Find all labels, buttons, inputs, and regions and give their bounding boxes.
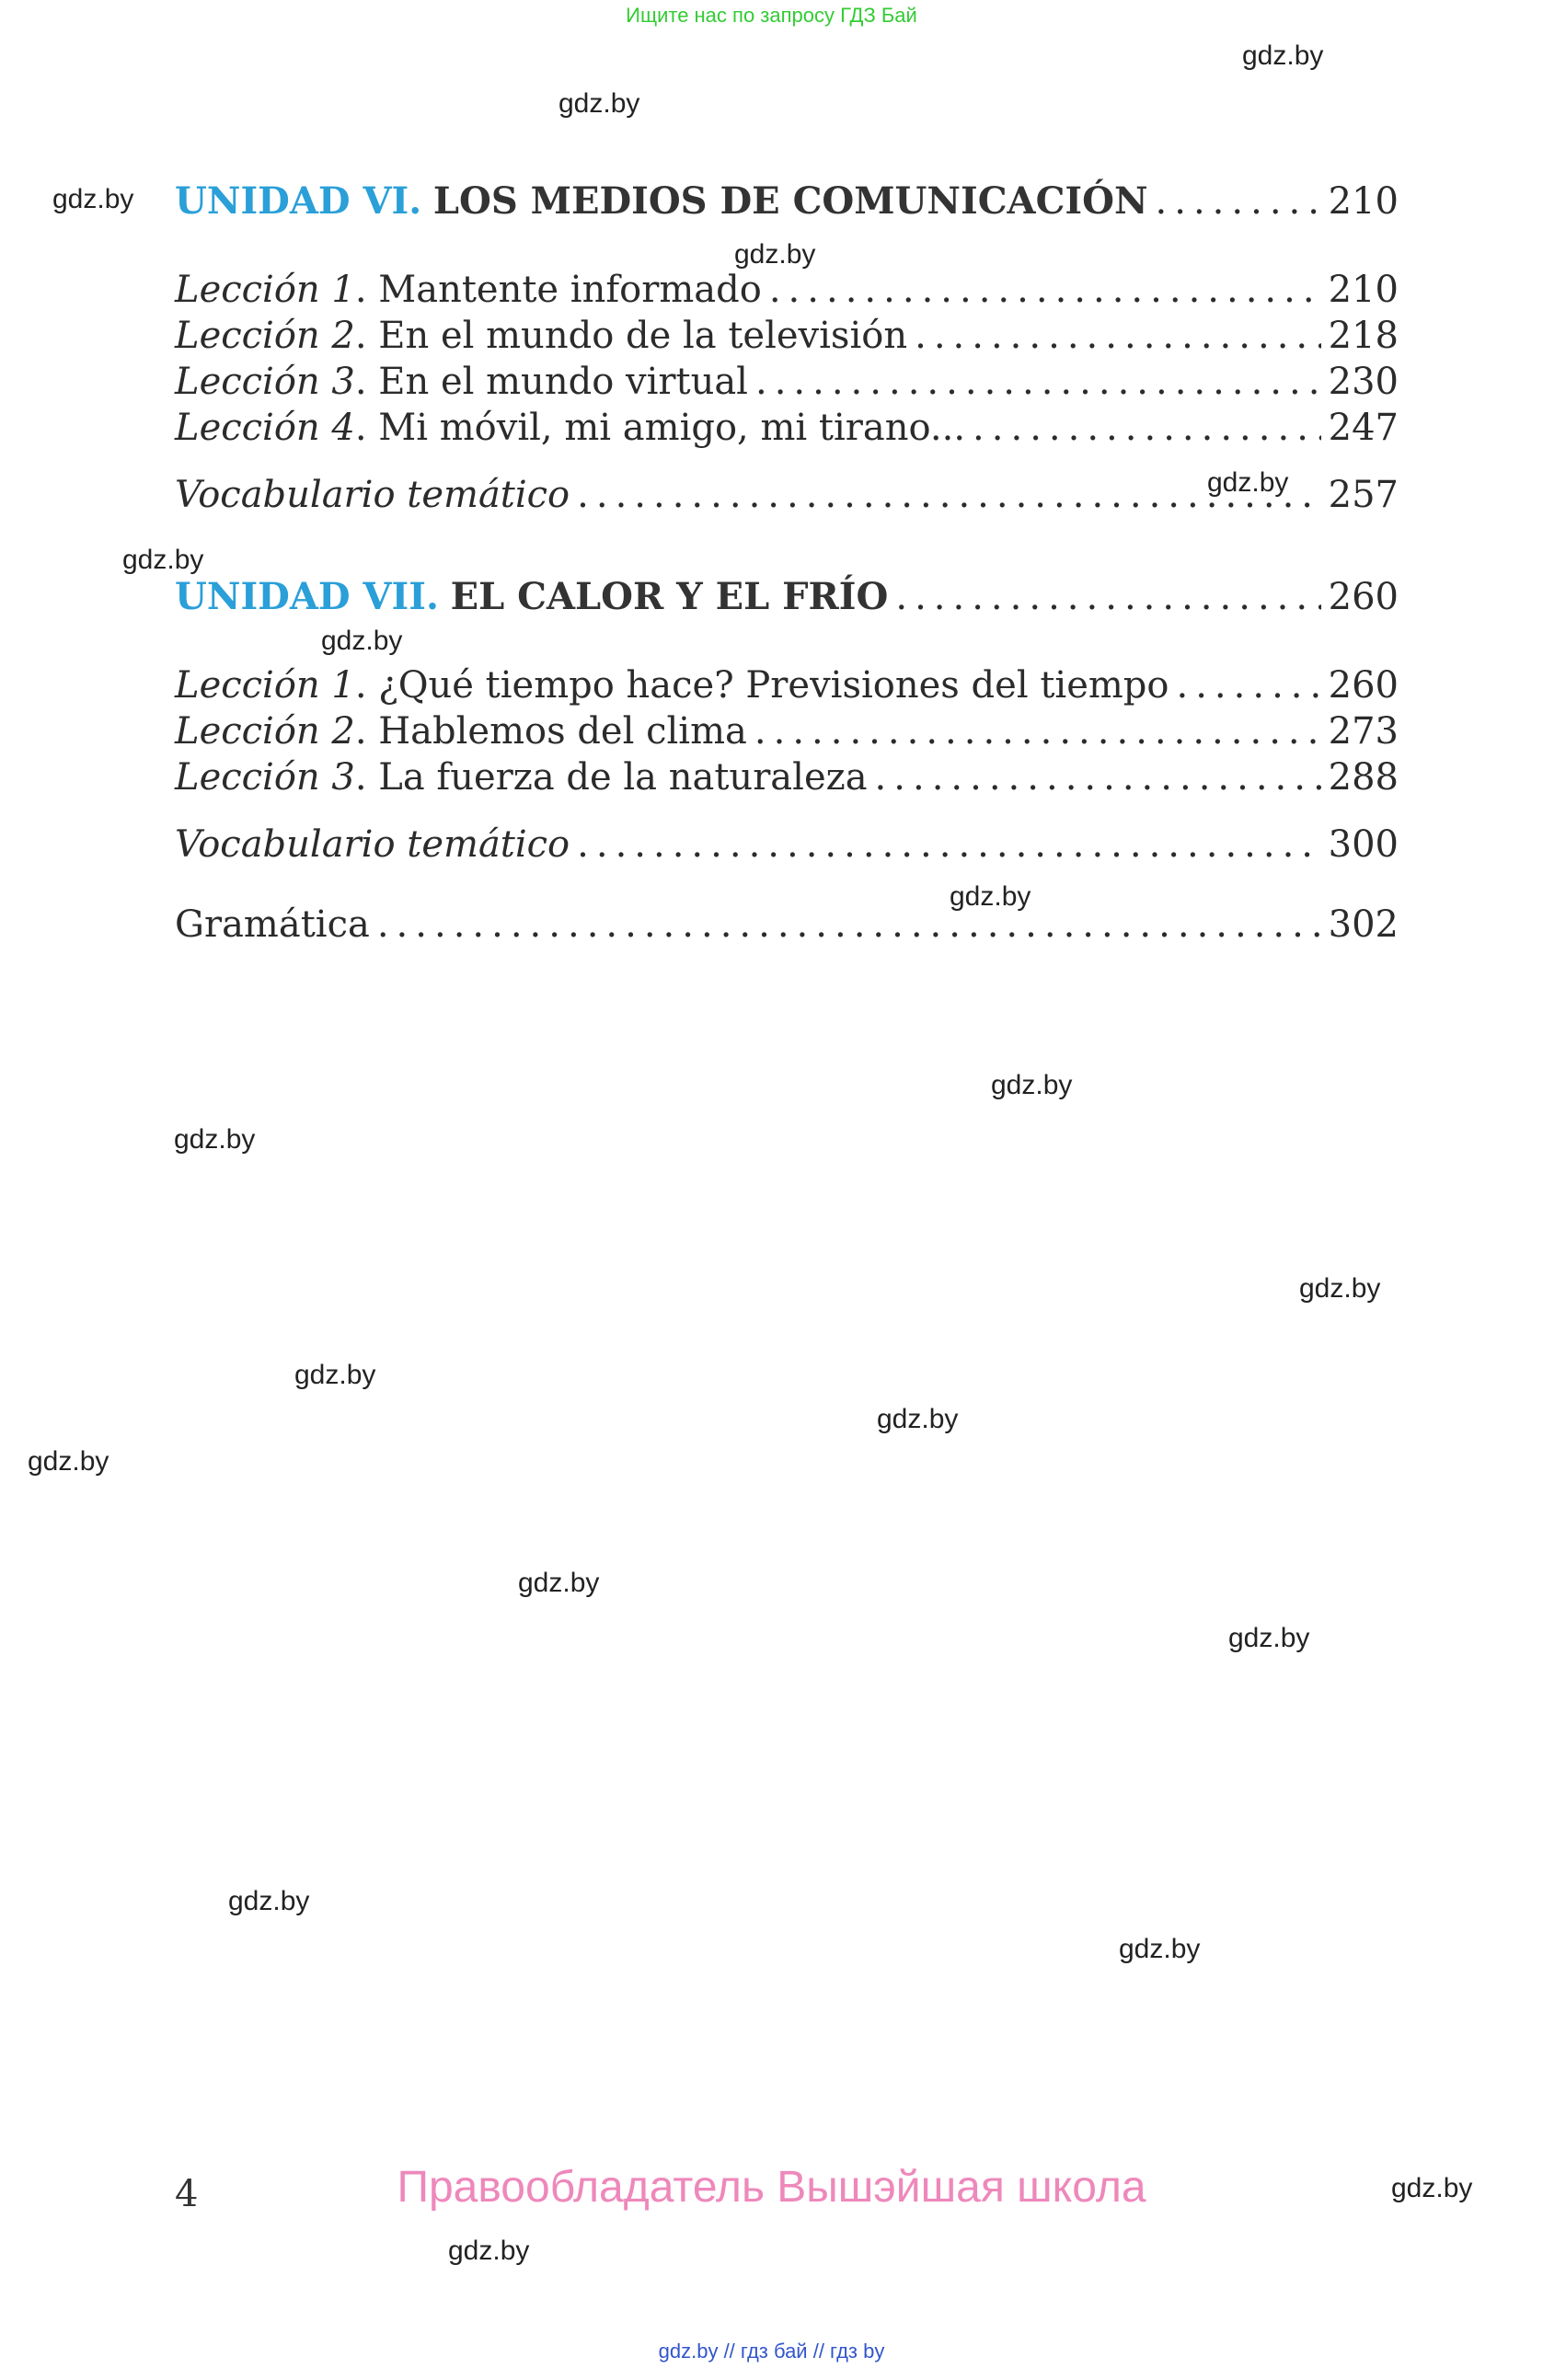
page-ref: 288 — [1328, 756, 1399, 799]
watermark: gdz.by — [558, 88, 640, 119]
page-ref: 210 — [1328, 269, 1399, 311]
watermark: gdz.by — [448, 2236, 530, 2266]
lesson-title: . Mi móvil, mi amigo, mi tirano... — [354, 407, 966, 449]
toc-grammar[interactable] — [175, 903, 1399, 949]
lesson-label: Lección 2 — [175, 315, 355, 357]
footer-links[interactable]: gdz.by // гдз бай // гдз by — [658, 2340, 885, 2363]
vocab-label: Vocabulario temático — [175, 823, 570, 866]
copyright-notice: Правообладатель Вышэйшая школа — [397, 2163, 1146, 2212]
watermark: gdz.by — [321, 626, 403, 656]
page-ref: 260 — [1328, 664, 1399, 707]
page-number: 4 — [175, 2173, 199, 2215]
page-ref: 260 — [1328, 576, 1399, 618]
leader-dots — [1177, 664, 1321, 707]
page-ref: 210 — [1328, 180, 1399, 223]
watermark: gdz.by — [294, 1360, 376, 1390]
lesson-title: . ¿Qué tiempo hace? Previsiones del tiempo — [354, 664, 1169, 707]
leader-dots — [769, 269, 1321, 311]
page-ref: 247 — [1328, 407, 1399, 449]
toc-vocab[interactable] — [175, 474, 1399, 520]
toc-vocab[interactable] — [175, 823, 1399, 869]
lesson-title: . Mantente informado — [354, 269, 762, 311]
watermark: gdz.by — [518, 1568, 600, 1598]
watermark: gdz.by — [1119, 1934, 1201, 1964]
watermark: gdz.by — [228, 1886, 310, 1916]
page-ref: 257 — [1328, 474, 1399, 516]
lesson-label: Lección 3 — [175, 361, 355, 403]
unit-label: UNIDAD VII. — [175, 575, 439, 618]
toc-lesson[interactable] — [175, 407, 1399, 453]
leader-dots — [1156, 180, 1321, 223]
watermark: gdz.by — [1391, 2173, 1473, 2203]
watermark: gdz.by — [52, 184, 134, 214]
page-ref: 273 — [1328, 710, 1399, 753]
toc-lesson[interactable] — [175, 361, 1399, 407]
grammar-label: Gramática — [175, 903, 370, 946]
watermark: gdz.by — [950, 881, 1031, 912]
watermark: gdz.by — [1299, 1273, 1381, 1304]
unit-label: UNIDAD VI. — [175, 179, 422, 223]
toc-lesson[interactable] — [175, 756, 1399, 802]
vocab-label: Vocabulario temático — [175, 474, 570, 516]
leader-dots — [915, 315, 1321, 357]
toc-lesson[interactable] — [175, 269, 1399, 315]
top-banner: Ищите нас по запросу ГДЗ Бай — [626, 4, 917, 27]
leader-dots — [577, 823, 1321, 866]
lesson-label: Lección 1 — [175, 664, 355, 707]
lesson-label: Lección 4 — [175, 407, 355, 449]
page-ref: 230 — [1328, 361, 1399, 403]
unit-title: EL CALOR Y EL FRÍO — [450, 575, 889, 618]
lesson-label: Lección 1 — [175, 269, 355, 311]
leader-dots — [377, 903, 1321, 946]
leader-dots — [973, 407, 1321, 449]
lesson-title: . En el mundo virtual — [354, 361, 748, 403]
watermark: gdz.by — [877, 1404, 959, 1434]
lesson-title: . En el mundo de la televisión — [354, 315, 908, 357]
toc-lesson[interactable] — [175, 664, 1399, 710]
watermark: gdz.by — [734, 239, 816, 270]
lesson-label: Lección 2 — [175, 710, 355, 753]
leader-dots — [875, 756, 1321, 799]
page-ref: 300 — [1328, 823, 1399, 866]
toc-lesson[interactable] — [175, 710, 1399, 756]
leader-dots — [754, 710, 1321, 753]
lesson-title: . La fuerza de la naturaleza — [354, 756, 868, 799]
unit-title: LOS MEDIOS DE COMUNICACIÓN — [432, 179, 1148, 223]
watermark: gdz.by — [1228, 1623, 1310, 1653]
watermark: gdz.by — [122, 545, 204, 575]
toc-lesson[interactable] — [175, 315, 1399, 361]
page-ref: 218 — [1328, 315, 1399, 357]
watermark: gdz.by — [1242, 40, 1324, 71]
leader-dots — [755, 361, 1321, 403]
watermark: gdz.by — [1207, 467, 1289, 498]
lesson-title: . Hablemos del clima — [354, 710, 747, 753]
lesson-label: Lección 3 — [175, 756, 355, 799]
watermark: gdz.by — [28, 1446, 109, 1477]
toc-unit[interactable] — [175, 575, 1399, 621]
watermark: gdz.by — [174, 1124, 256, 1155]
toc-unit[interactable] — [175, 179, 1399, 225]
page-ref: 302 — [1328, 903, 1399, 946]
leader-dots — [895, 576, 1320, 618]
leader-dots — [577, 474, 1321, 516]
watermark: gdz.by — [991, 1070, 1073, 1100]
